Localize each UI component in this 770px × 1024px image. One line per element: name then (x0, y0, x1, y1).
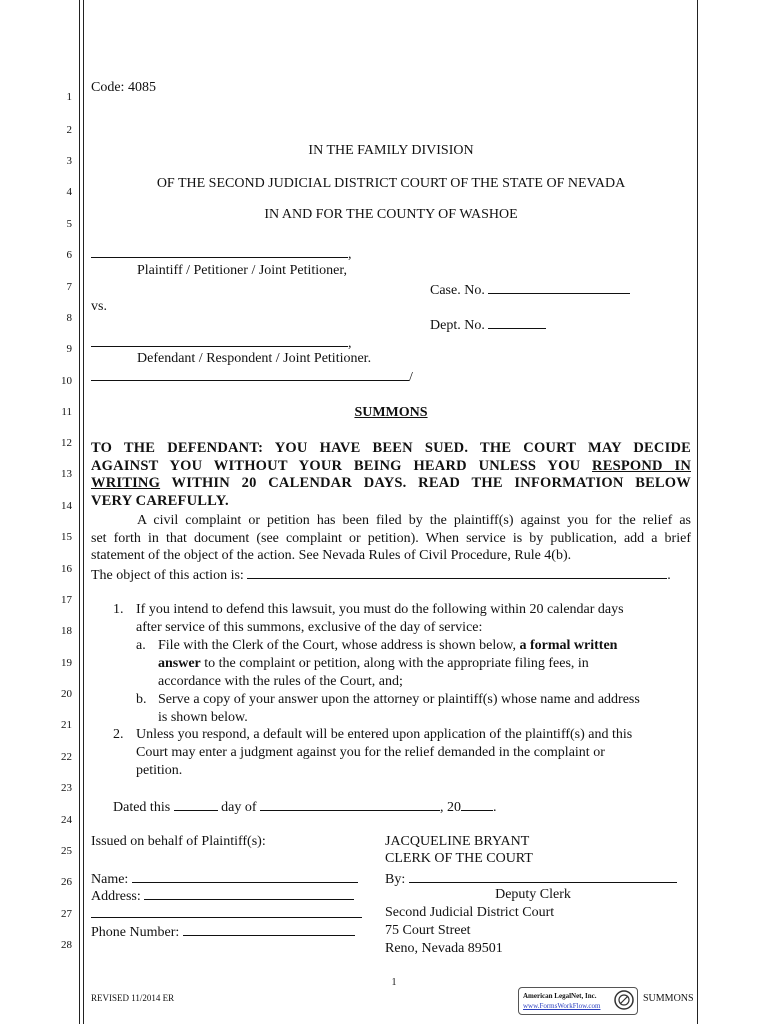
line-number: 24 (61, 814, 72, 826)
plaintiff-name-row: Name: (91, 870, 358, 888)
line-number: 8 (66, 312, 72, 324)
instruction-1a-line: File with the Clerk of the Court, whose address is shown below, a formal written (158, 638, 618, 653)
line-number: 25 (61, 845, 72, 857)
line-number: 21 (61, 719, 72, 731)
plaintiff-phone-input[interactable] (183, 923, 355, 936)
line-number: 10 (61, 375, 72, 387)
dated-day-field[interactable] (174, 798, 218, 811)
issued-on-behalf-label: Issued on behalf of Plaintiff(s): (91, 834, 266, 849)
line-number: 9 (66, 343, 72, 355)
line-number: 14 (61, 500, 72, 512)
defendant-label: Defendant / Respondent / Joint Petitioner. (137, 351, 372, 366)
plaintiff-address-line-2[interactable] (91, 905, 362, 923)
plaintiff-label: Plaintiff / Petitioner / Joint Petitioner, (137, 263, 347, 278)
line-number: 5 (66, 218, 72, 230)
line-number: 27 (61, 908, 72, 920)
court-division: IN THE FAMILY DIVISION (308, 143, 474, 158)
line-number: 4 (66, 186, 72, 198)
line-number: 15 (61, 531, 72, 543)
line-number: 7 (66, 281, 72, 293)
dept-number-field[interactable] (488, 316, 546, 329)
list-number: 1. (113, 602, 124, 617)
plaintiff-address-input[interactable] (144, 887, 354, 900)
dated-month-field[interactable] (260, 798, 440, 811)
left-margin-rule (79, 0, 80, 1024)
document-footer-name: SUMMONS (643, 993, 694, 1004)
line-number: 19 (61, 657, 72, 669)
clerk-title: CLERK OF THE COURT (385, 851, 533, 866)
deputy-clerk-label: Deputy Clerk (495, 887, 571, 902)
court-address-street: 75 Court Street (385, 923, 471, 938)
line-number: 3 (66, 155, 72, 167)
line-number: 17 (61, 594, 72, 606)
case-number-field[interactable] (488, 281, 630, 294)
instruction-1b-line: Serve a copy of your answer upon the attorney or plaintiff(s) whose name and address (158, 692, 640, 707)
line-number: 26 (61, 876, 72, 888)
publisher-url[interactable]: www.FormsWorkFlow.com (523, 1002, 601, 1010)
dated-year-field[interactable] (461, 798, 493, 811)
revision-note: REVISED 11/2014 ER (91, 993, 175, 1003)
line-number: 28 (61, 939, 72, 951)
complaint-paragraph: A civil complaint or petition has been filed by the plaintiff(s) against you for the relief as set forth in that document (see complaint or petition). When service is by publication, add a brief statement of the object of the action. See Nevada Rules of Civil Procedure, Rule 4(b). (91, 513, 691, 564)
line-number: 16 (61, 563, 72, 575)
publisher-logo (518, 987, 638, 1015)
line-number: 18 (61, 625, 72, 637)
line-number: 6 (66, 249, 72, 261)
court-county: IN AND FOR THE COUNTY OF WASHOE (264, 207, 518, 222)
court-address-city: Reno, Nevada 89501 (385, 941, 503, 956)
plaintiff-name-field[interactable]: , (91, 245, 352, 263)
versus-label: vs. (91, 299, 107, 314)
object-of-action-field[interactable] (247, 566, 667, 579)
line-number: 2 (66, 124, 72, 136)
clerk-signature-row: By: (385, 870, 677, 888)
caption-closing-line: / (91, 368, 413, 386)
publisher-logo-icon (614, 990, 634, 1010)
line-number: 23 (61, 782, 72, 794)
list-letter: a. (136, 638, 146, 653)
instruction-1-line: If you intend to defend this lawsuit, you must do the following within 20 calendar days (136, 602, 624, 617)
instruction-1a-line: accordance with the rules of the Court, and; (158, 674, 403, 689)
deputy-clerk-signature-field[interactable] (409, 870, 677, 883)
line-number: 13 (61, 468, 72, 480)
line-number: 22 (61, 751, 72, 763)
instruction-1a-line: answer to the complaint or petition, along with the appropriate filing fees, in (158, 656, 589, 671)
clerk-name: JACQUELINE BRYANT (385, 834, 530, 849)
warning-notice: TO THE DEFENDANT: YOU HAVE BEEN SUED. THE COURT MAY DECIDE AGAINST YOU WITHOUT YOUR BEING HEARD UNLESS YOU RESPOND IN WRITING WITHIN 20 CALENDAR DAYS. READ THE INFORMATION BELOW VERY CAREFULLY. (91, 440, 692, 510)
instruction-1b-line: is shown below. (158, 710, 248, 725)
publisher-name: American LegalNet, Inc. (523, 992, 597, 1000)
line-number: 20 (61, 688, 72, 700)
instruction-2-line: petition. (136, 763, 183, 778)
plaintiff-address-row: Address: (91, 887, 354, 905)
plaintiff-name-input[interactable] (132, 870, 358, 883)
dated-line: Dated this day of , 20 . (113, 800, 497, 815)
line-number: 11 (61, 406, 72, 418)
instruction-1-line: after service of this summons, exclusive of the day of service: (136, 620, 483, 635)
list-number: 2. (113, 727, 124, 742)
right-margin-rule (697, 0, 698, 1024)
page-number: 1 (391, 977, 397, 988)
court-address-name: Second Judicial District Court (385, 905, 555, 920)
object-of-action: The object of this action is: . (91, 568, 671, 583)
document-title: SUMMONS (354, 405, 428, 420)
line-number: 1 (66, 91, 72, 103)
instruction-2-line: Court may enter a judgment against you for the relief demanded in the complaint or (136, 745, 605, 760)
instruction-2-line: Unless you respond, a default will be entered upon application of the plaintiff(s) and this (136, 727, 633, 742)
court-name: OF THE SECOND JUDICIAL DISTRICT COURT OF THE STATE OF NEVADA (156, 176, 626, 191)
plaintiff-phone-row: Phone Number: (91, 923, 355, 941)
list-letter: b. (136, 692, 147, 707)
case-number-label: Case. No. (430, 281, 630, 299)
left-margin-rule-inner (83, 0, 84, 1024)
form-code: Code: 4085 (91, 80, 156, 95)
dept-number-label: Dept. No. (430, 316, 546, 334)
defendant-name-field[interactable]: , (91, 334, 352, 352)
line-number: 12 (61, 437, 72, 449)
